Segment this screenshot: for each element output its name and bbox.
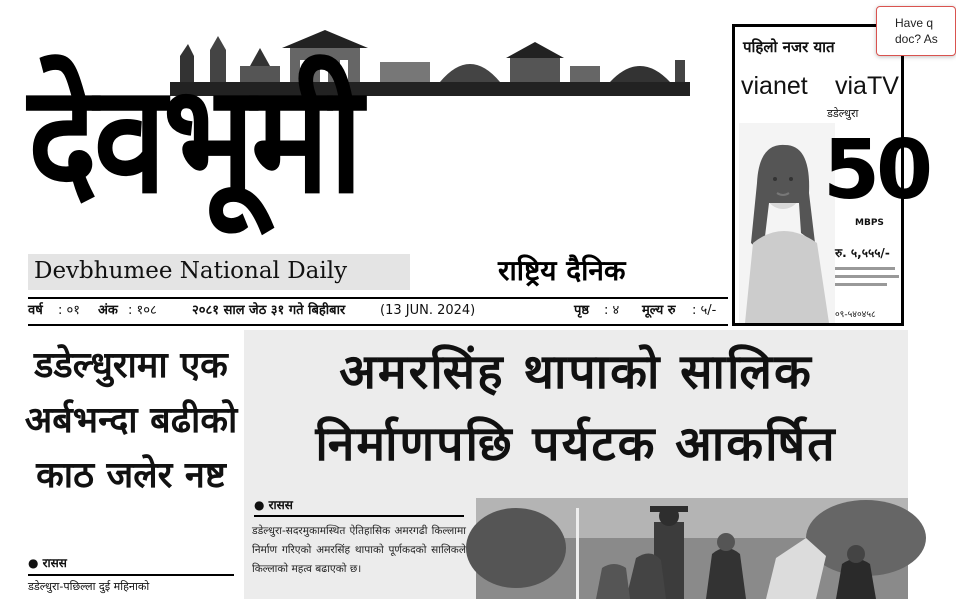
left-story-divider: [28, 574, 234, 576]
page-value: : ४: [604, 303, 620, 318]
issue-number-value: : १०८: [128, 303, 157, 318]
ad-fine-print: [835, 265, 901, 293]
ad-price: रु. ५,५५५/-: [835, 246, 890, 260]
ad-speed-value: 50: [823, 123, 930, 218]
publication-date-english: (13 JUN. 2024): [380, 303, 476, 318]
price-value: : ५/-: [692, 303, 717, 318]
price-label: मूल्य रु: [642, 303, 676, 318]
ad-brand-tv-logo: viaTV: [835, 72, 899, 100]
ad-phone: ०९-५४०४५८: [835, 310, 876, 320]
volume-label: वर्ष: [28, 303, 43, 318]
ad-model-photo: [739, 123, 835, 323]
statue-unveiling-photo: [476, 498, 908, 599]
main-story-divider: [254, 515, 464, 517]
left-story-headline: डडेल्धुरामा एक अर्बभन्दा बढीको काठ जलेर नष्ट: [24, 345, 238, 496]
ad-brand-logo: vianet: [741, 72, 808, 100]
ad-speed-unit: MBPS: [855, 218, 884, 228]
ad-header: पहिलो नजर यात: [735, 27, 901, 67]
main-story-headline-line2: निर्माणपछि पर्यटक आकर्षित: [315, 416, 837, 472]
issue-number-label: अंक: [98, 303, 118, 318]
page-label: पृष्ठ: [574, 303, 590, 318]
volume-value: : ०१: [58, 303, 81, 318]
main-story-body: डडेल्धुरा-सदरमुकामस्थित ऐतिहासिक अमरगढी किल्लामा निर्माण गरिएको अमरसिंह थापाको पूर्णकदको सालिकले किल्लाको महत्व बढाएको छ।: [252, 525, 466, 575]
masthead-title: देवभूमी: [28, 53, 360, 227]
issue-bar-bottom-rule: [28, 324, 728, 326]
left-story-body: डडेल्धुरा-पछिल्ला दुई महिनाको: [28, 580, 150, 593]
main-story-source: ● रासस: [254, 498, 293, 512]
ask-tooltip-popup[interactable]: Have q doc? As: [876, 6, 956, 56]
english-name: Devbhumee National Daily: [34, 258, 348, 284]
masthead-tagline: राष्ट्रिय दैनिक: [498, 254, 626, 287]
main-story-headline-line1: अमरसिंह थापाको सालिक: [339, 344, 813, 400]
issue-info-bar: [28, 299, 728, 323]
publication-date-nepali: २०८१ साल जेठ ३१ गते बिहीबार: [192, 303, 346, 318]
left-story-source: ● रासस: [28, 556, 67, 570]
ad-location: डडेल्धुरा: [827, 107, 859, 120]
